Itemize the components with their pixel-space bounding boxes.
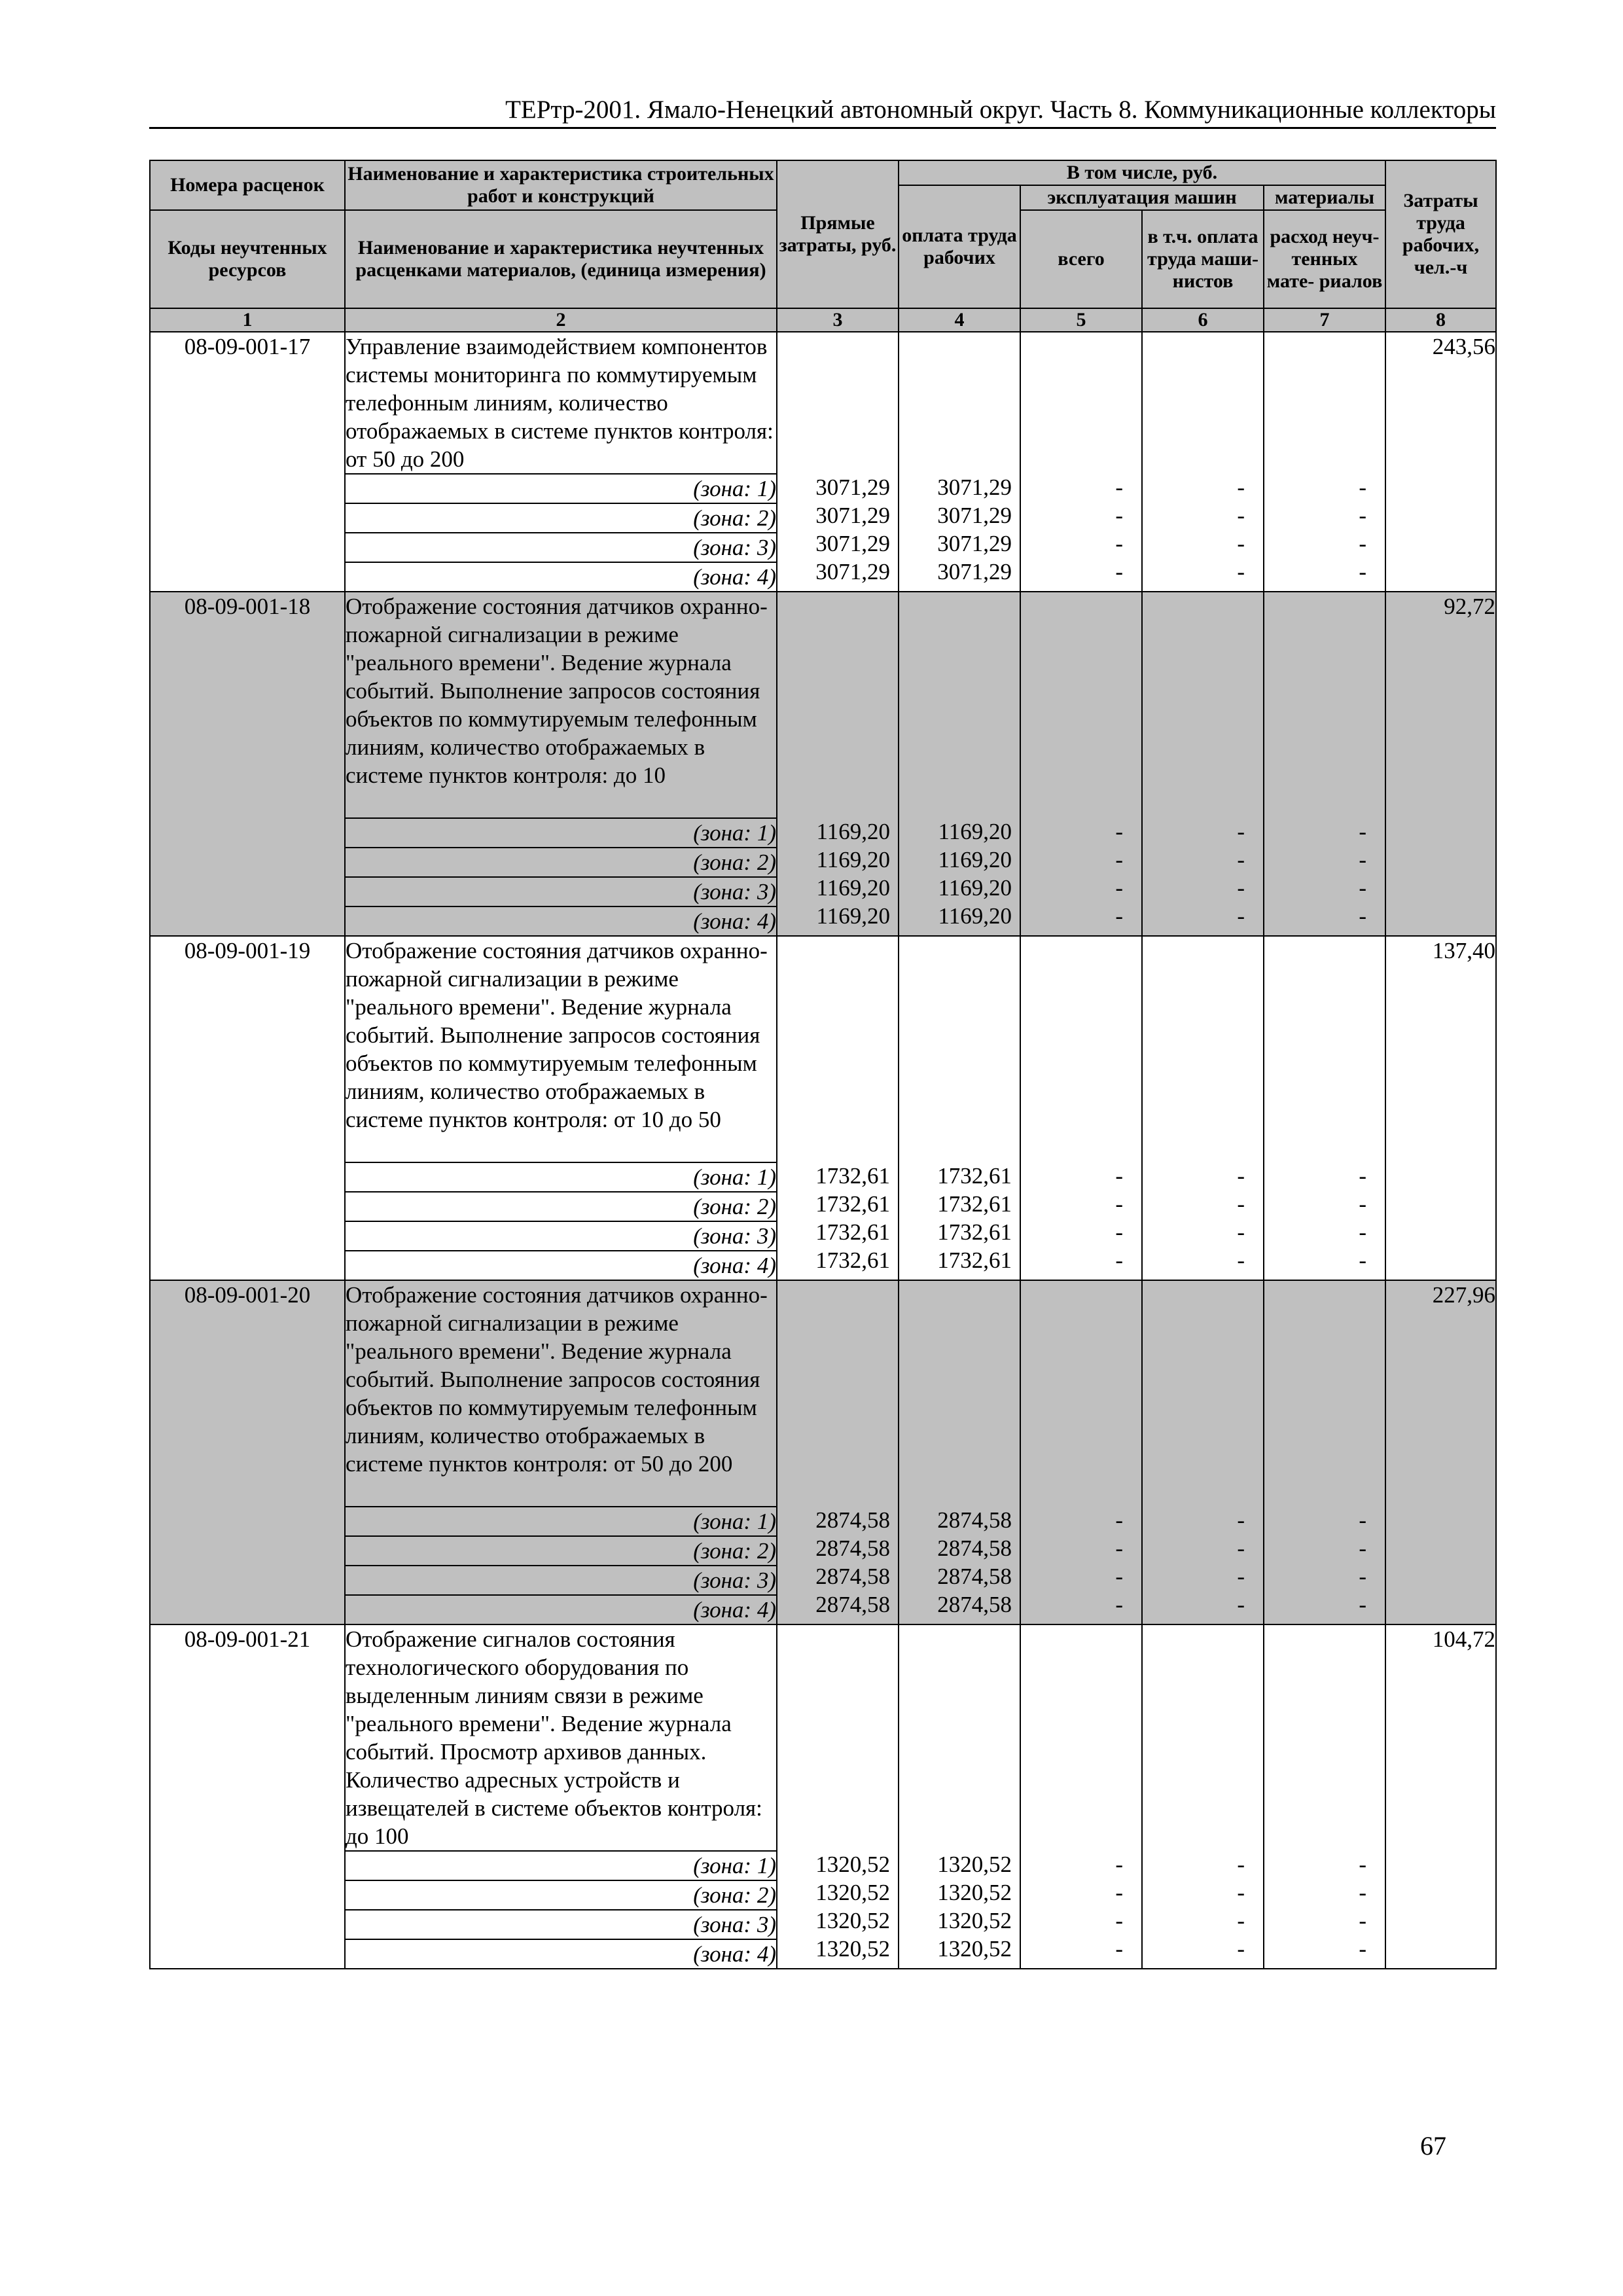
zone-label: (зона: 3) bbox=[345, 1221, 777, 1251]
labor-cost: 243,56 bbox=[1385, 332, 1496, 592]
direct-cost: 1169,20 bbox=[816, 875, 890, 901]
machines-total: - bbox=[1115, 1191, 1123, 1217]
worker-wages: 1169,20 bbox=[938, 847, 1012, 872]
column-number: 8 bbox=[1385, 308, 1496, 332]
header-resource-codes: Коды неучтенных ресурсов bbox=[150, 210, 345, 308]
machines-total: - bbox=[1115, 847, 1123, 872]
direct-cost: 1320,52 bbox=[815, 1852, 890, 1877]
rate-code: 08-09-001-17 bbox=[150, 332, 345, 592]
header-including-group: В том числе, руб. bbox=[899, 160, 1385, 185]
materials-consumption: - bbox=[1359, 475, 1367, 500]
table-row bbox=[150, 1280, 1496, 1507]
direct-cost: 1320,52 bbox=[815, 1880, 890, 1905]
zone-label: (зона: 1) bbox=[345, 818, 777, 848]
zone-label: (зона: 4) bbox=[345, 562, 777, 592]
column-number: 4 bbox=[899, 308, 1020, 332]
materials-consumption: - bbox=[1359, 1908, 1367, 1933]
materials-consumption: - bbox=[1359, 903, 1367, 929]
machinist-wages: - bbox=[1237, 559, 1245, 584]
zone-label: (зона: 3) bbox=[345, 1910, 777, 1939]
rate-code: 08-09-001-18 bbox=[150, 592, 345, 936]
work-description: Отображение состояния датчиков охранно-пожарной сигнализации в режиме "реального времени". Ведение журнала событий. Выполнение запросов состояния объектов по коммутируемым телефонным линиям, количество отображаемых в системе пунктов контроля: от 50 до 200 bbox=[345, 1280, 777, 1507]
materials-consumption: - bbox=[1359, 1163, 1367, 1189]
materials-consumption: - bbox=[1359, 819, 1367, 844]
machines-total: - bbox=[1115, 1592, 1123, 1617]
header-rate-numbers: Номера расценок bbox=[150, 160, 345, 210]
materials-consumption: - bbox=[1359, 875, 1367, 901]
machines-total: - bbox=[1115, 559, 1123, 584]
column-number: 2 bbox=[345, 308, 777, 332]
machines-total: - bbox=[1115, 1535, 1123, 1561]
materials-consumption: - bbox=[1359, 1592, 1367, 1617]
worker-wages: 2874,58 bbox=[937, 1535, 1012, 1561]
table-row bbox=[150, 332, 1496, 474]
header-material-name: Наименование и характеристика неучтенных расценками материалов, (единица измерения) bbox=[345, 210, 777, 308]
machines-total: - bbox=[1115, 1247, 1123, 1273]
direct-cost: 1169,20 bbox=[816, 903, 890, 929]
machinist-wages: - bbox=[1237, 819, 1245, 844]
header-materials: материалы bbox=[1264, 185, 1385, 210]
machinist-wages: - bbox=[1237, 1852, 1245, 1877]
direct-cost: 3071,29 bbox=[815, 475, 890, 500]
table-row bbox=[150, 592, 1496, 818]
direct-cost: 2874,58 bbox=[815, 1564, 890, 1589]
machines-total: - bbox=[1115, 1880, 1123, 1905]
machinist-wages: - bbox=[1237, 1191, 1245, 1217]
direct-cost: 3071,29 bbox=[815, 531, 890, 556]
materials-consumption: - bbox=[1359, 503, 1367, 528]
direct-cost: 2874,58 bbox=[815, 1592, 890, 1617]
materials-consumption: - bbox=[1359, 1247, 1367, 1273]
direct-cost: 1320,52 bbox=[815, 1936, 890, 1962]
table-row bbox=[150, 1624, 1496, 1851]
zone-label: (зона: 2) bbox=[345, 1536, 777, 1566]
machinist-wages: - bbox=[1237, 1592, 1245, 1617]
worker-wages: 1732,61 bbox=[937, 1219, 1012, 1245]
machinist-wages: - bbox=[1237, 531, 1245, 556]
rate-code: 08-09-001-19 bbox=[150, 936, 345, 1280]
machines-total: - bbox=[1115, 531, 1123, 556]
rate-code: 08-09-001-21 bbox=[150, 1624, 345, 1969]
direct-cost: 1169,20 bbox=[816, 847, 890, 872]
table-row bbox=[150, 936, 1496, 1162]
worker-wages: 1320,52 bbox=[937, 1880, 1012, 1905]
worker-wages: 3071,29 bbox=[937, 531, 1012, 556]
labor-cost: 92,72 bbox=[1385, 592, 1496, 936]
column-number: 6 bbox=[1142, 308, 1264, 332]
direct-cost: 1732,61 bbox=[815, 1163, 890, 1189]
machines-total: - bbox=[1115, 503, 1123, 528]
materials-consumption: - bbox=[1359, 1507, 1367, 1533]
worker-wages: 1732,61 bbox=[937, 1247, 1012, 1273]
machines-total: - bbox=[1115, 475, 1123, 500]
worker-wages: 3071,29 bbox=[937, 559, 1012, 584]
direct-cost: 3071,29 bbox=[815, 559, 890, 584]
column-number: 5 bbox=[1020, 308, 1142, 332]
header-labor-costs: Затраты труда рабочих, чел.-ч bbox=[1385, 160, 1496, 308]
column-number: 1 bbox=[150, 308, 345, 332]
labor-cost: 137,40 bbox=[1385, 936, 1496, 1280]
page-number: 67 bbox=[1420, 2131, 1446, 2161]
work-description: Отображение состояния датчиков охранно-пожарной сигнализации в режиме "реального времени". Ведение журнала событий. Выполнение запросов состояния объектов по коммутируемым телефонным линиям, количество отображаемых в системе пунктов контроля: до 10 bbox=[345, 592, 777, 818]
zone-label: (зона: 1) bbox=[345, 1162, 777, 1192]
direct-cost: 2874,58 bbox=[815, 1535, 890, 1561]
rate-code: 08-09-001-20 bbox=[150, 1280, 345, 1624]
machinist-wages: - bbox=[1237, 1163, 1245, 1189]
machines-total: - bbox=[1115, 875, 1123, 901]
direct-cost: 3071,29 bbox=[815, 503, 890, 528]
running-header: ТЕРтр-2001. Ямало-Ненецкий автономный округ. Часть 8. Коммуникационные коллекторы bbox=[149, 94, 1496, 129]
header-work-name: Наименование и характеристика строительных работ и конструкций bbox=[345, 160, 777, 210]
direct-cost: 2874,58 bbox=[815, 1507, 890, 1533]
worker-wages: 2874,58 bbox=[937, 1564, 1012, 1589]
machines-total: - bbox=[1115, 1163, 1123, 1189]
machines-total: - bbox=[1115, 1852, 1123, 1877]
labor-cost: 227,96 bbox=[1385, 1280, 1496, 1624]
worker-wages: 1169,20 bbox=[938, 903, 1012, 929]
materials-consumption: - bbox=[1359, 1564, 1367, 1589]
zone-label: (зона: 4) bbox=[345, 1251, 777, 1280]
zone-label: (зона: 1) bbox=[345, 474, 777, 503]
zone-label: (зона: 2) bbox=[345, 503, 777, 533]
machines-total: - bbox=[1115, 1564, 1123, 1589]
machinist-wages: - bbox=[1237, 1219, 1245, 1245]
header-worker-wages: оплата труда рабочих bbox=[899, 185, 1020, 308]
column-number: 3 bbox=[777, 308, 899, 332]
machinist-wages: - bbox=[1237, 503, 1245, 528]
worker-wages: 2874,58 bbox=[937, 1592, 1012, 1617]
work-description: Управление взаимодействием компонентов системы мониторинга по коммутируемым телефонным линиям, количество отображаемых в системе пунктов контроля: от 50 до 200 bbox=[345, 332, 777, 474]
worker-wages: 1169,20 bbox=[938, 875, 1012, 901]
zone-label: (зона: 2) bbox=[345, 1880, 777, 1910]
direct-cost: 1169,20 bbox=[816, 819, 890, 844]
worker-wages: 3071,29 bbox=[937, 503, 1012, 528]
zone-label: (зона: 1) bbox=[345, 1507, 777, 1536]
work-description: Отображение сигналов состояния технологического оборудования по выделенным линиям связи в режиме "реального времени". Ведение журнала событий. Просмотр архивов данных. Количество адресных устройств и извещателей в системе объектов контроля: до 100 bbox=[345, 1624, 777, 1851]
zone-label: (зона: 3) bbox=[345, 1566, 777, 1595]
materials-consumption: - bbox=[1359, 847, 1367, 872]
machinist-wages: - bbox=[1237, 1880, 1245, 1905]
machinist-wages: - bbox=[1237, 1936, 1245, 1962]
zone-label: (зона: 1) bbox=[345, 1851, 777, 1880]
work-description: Отображение состояния датчиков охранно-пожарной сигнализации в режиме "реального времени". Ведение журнала событий. Выполнение запросов состояния объектов по коммутируемым телефонным линиям, количество отображаемых в системе пунктов контроля: от 10 до 50 bbox=[345, 936, 777, 1162]
materials-consumption: - bbox=[1359, 559, 1367, 584]
table-body bbox=[150, 332, 1496, 1969]
header-direct-costs: Прямые затраты, руб. bbox=[777, 160, 899, 308]
header-machinist-wages: в т.ч. оплата труда маши- нистов bbox=[1142, 210, 1264, 308]
worker-wages: 2874,58 bbox=[937, 1507, 1012, 1533]
machines-total: - bbox=[1115, 1936, 1123, 1962]
machinist-wages: - bbox=[1237, 1247, 1245, 1273]
direct-cost: 1732,61 bbox=[815, 1247, 890, 1273]
materials-consumption: - bbox=[1359, 1880, 1367, 1905]
machines-total: - bbox=[1115, 1507, 1123, 1533]
worker-wages: 1732,61 bbox=[937, 1191, 1012, 1217]
machinist-wages: - bbox=[1237, 1535, 1245, 1561]
zone-label: (зона: 2) bbox=[345, 848, 777, 877]
worker-wages: 1320,52 bbox=[937, 1908, 1012, 1933]
header-unaccounted-materials: расход неуч- тенных мате- риалов bbox=[1264, 210, 1385, 308]
materials-consumption: - bbox=[1359, 1219, 1367, 1245]
machines-total: - bbox=[1115, 819, 1123, 844]
zone-label: (зона: 4) bbox=[345, 906, 777, 936]
machinist-wages: - bbox=[1237, 475, 1245, 500]
materials-consumption: - bbox=[1359, 1936, 1367, 1962]
machinist-wages: - bbox=[1237, 1564, 1245, 1589]
direct-cost: 1732,61 bbox=[815, 1219, 890, 1245]
labor-cost: 104,72 bbox=[1385, 1624, 1496, 1969]
direct-cost: 1320,52 bbox=[815, 1908, 890, 1933]
rates-table bbox=[149, 160, 1497, 1969]
machinist-wages: - bbox=[1237, 1507, 1245, 1533]
worker-wages: 1320,52 bbox=[937, 1936, 1012, 1962]
header-machines-total: всего bbox=[1020, 210, 1142, 308]
materials-consumption: - bbox=[1359, 1535, 1367, 1561]
zone-label: (зона: 4) bbox=[345, 1939, 777, 1969]
zone-label: (зона: 3) bbox=[345, 533, 777, 562]
machinist-wages: - bbox=[1237, 1908, 1245, 1933]
machinist-wages: - bbox=[1237, 903, 1245, 929]
zone-label: (зона: 2) bbox=[345, 1192, 777, 1221]
zone-label: (зона: 4) bbox=[345, 1595, 777, 1624]
machines-total: - bbox=[1115, 903, 1123, 929]
column-number: 7 bbox=[1264, 308, 1385, 332]
machinist-wages: - bbox=[1237, 875, 1245, 901]
machines-total: - bbox=[1115, 1219, 1123, 1245]
zone-label: (зона: 3) bbox=[345, 877, 777, 906]
header-machines: эксплуатация машин bbox=[1020, 185, 1264, 210]
table-header bbox=[150, 160, 1496, 332]
machines-total: - bbox=[1115, 1908, 1123, 1933]
worker-wages: 1320,52 bbox=[937, 1852, 1012, 1877]
materials-consumption: - bbox=[1359, 1191, 1367, 1217]
machinist-wages: - bbox=[1237, 847, 1245, 872]
worker-wages: 3071,29 bbox=[937, 475, 1012, 500]
materials-consumption: - bbox=[1359, 531, 1367, 556]
worker-wages: 1169,20 bbox=[938, 819, 1012, 844]
materials-consumption: - bbox=[1359, 1852, 1367, 1877]
worker-wages: 1732,61 bbox=[937, 1163, 1012, 1189]
direct-cost: 1732,61 bbox=[815, 1191, 890, 1217]
